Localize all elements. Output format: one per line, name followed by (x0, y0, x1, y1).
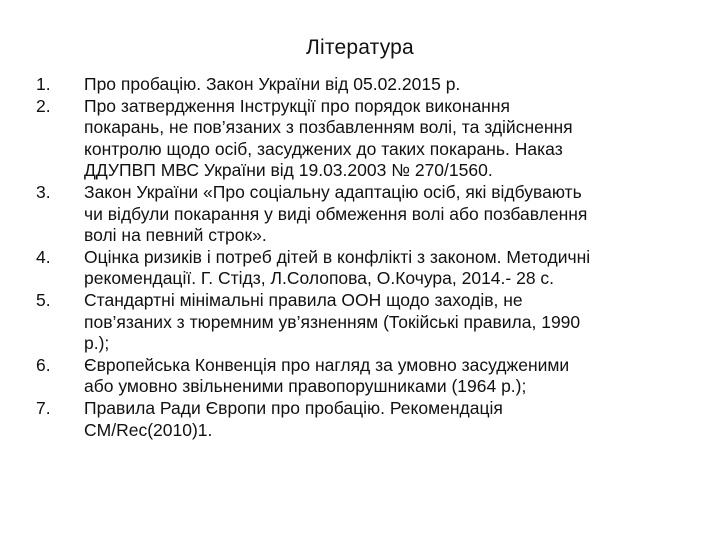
reference-number: 7. (36, 397, 51, 418)
reference-text: Оцінка ризиків і потреб дітей в конфлікті з законом. Методичні рекомендації. Г. Стідз, Л.Солопова, О.Кочура, 2014.- 28 с. (84, 246, 591, 289)
reference-text: Про пробацію. Закон України від 05.02.2015 р. (84, 74, 461, 94)
reference-number: 5. (36, 289, 51, 310)
reference-number: 3. (36, 181, 51, 202)
reference-item (36, 398, 696, 441)
reference-item (36, 74, 696, 96)
reference-list (36, 74, 696, 441)
reference-item (36, 247, 696, 290)
reference-number: 6. (36, 354, 51, 375)
reference-number: 1. (36, 74, 51, 94)
reference-item (36, 96, 696, 182)
reference-text: Про затвердження Інструкції про порядок виконання покарань, не пов’язаних з позбавленням волі, та здійснення контролю щодо осіб, засуджених до таких покарань. Наказ ДДУПВП МВС України від 19.03.2003 № 270/1560. (84, 95, 573, 181)
reference-text: Правила Ради Європи про пробацію. Рекомендація CM/Rec(2010)1. (84, 397, 503, 440)
reference-number: 2. (36, 95, 51, 116)
reference-item (36, 290, 696, 355)
slide-title: Література (306, 36, 414, 59)
reference-text: Закон України «Про соціальну адаптацію осіб, які відбувають чи відбули покарання у виді обмеження волі або позбавлення волі на певний строк». (84, 181, 588, 246)
reference-item (36, 182, 696, 247)
reference-text: Стандартні мінімальні правила ООН щодо заходів, не пов’язаних з тюремним ув’язненням (Токійські правила, 1990 р.); (84, 289, 581, 354)
reference-item (36, 355, 696, 398)
reference-number: 4. (36, 246, 51, 267)
reference-text: Європейська Конвенція про нагляд за умовно засудженими або умовно звільненими правопорушниками (1964 р.); (84, 354, 570, 397)
